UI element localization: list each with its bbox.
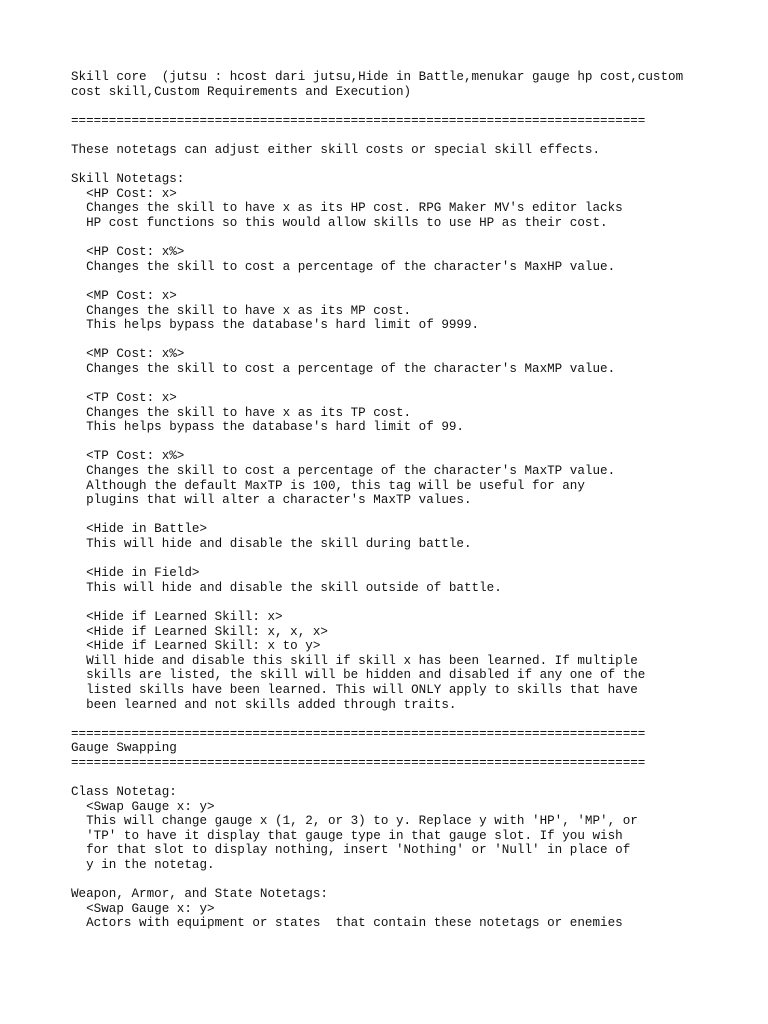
text-line: <TP Cost: x%> — [71, 449, 185, 464]
text-line: <Hide if Learned Skill: x> — [71, 609, 283, 624]
text-line: <Swap Gauge x: y> — [71, 901, 215, 916]
text-line: Changes the skill to cost a percentage of the character's MaxHP value. — [71, 259, 616, 274]
text-line: This will change gauge x (1, 2, or 3) to y. Replace y with 'HP', 'MP', or — [71, 814, 638, 829]
text-line: <Swap Gauge x: y> — [71, 799, 215, 814]
text-line: Changes the skill to cost a percentage of the character's MaxTP value. — [71, 464, 616, 479]
blank-line — [71, 873, 751, 888]
text-line: Weapon, Armor, and State Notetags: — [71, 887, 328, 902]
blank-line — [71, 99, 751, 114]
text-line: Changes the skill to have x as its HP cost. RPG Maker MV's editor lacks — [71, 201, 623, 216]
blank-line — [71, 333, 751, 348]
text-line: been learned and not skills added through traits. — [71, 697, 457, 712]
blank-line — [71, 128, 751, 143]
text-line: <Hide if Learned Skill: x, x, x> — [71, 624, 328, 639]
text-line: Actors with equipment or states that contain these notetags or enemies — [71, 916, 623, 931]
blank-line — [71, 274, 751, 289]
text-line: This helps bypass the database's hard limit of 99. — [71, 420, 464, 435]
text-line: Gauge Swapping — [71, 741, 177, 756]
text-line: <MP Cost: x> — [71, 288, 177, 303]
text-line: This will hide and disable the skill during battle. — [71, 537, 472, 551]
blank-line — [71, 376, 751, 391]
text-line: <HP Cost: x> — [71, 186, 177, 201]
blank-line — [71, 508, 751, 523]
text-line: Although the default MaxTP is 100, this tag will be useful for any — [71, 478, 585, 493]
text-line: <MP Cost: x%> — [71, 347, 185, 362]
blank-line — [71, 552, 751, 567]
text-line: y in the notetag. — [71, 858, 215, 873]
blank-line — [71, 158, 751, 173]
text-line: <Hide if Learned Skill: x to y> — [71, 639, 321, 654]
separator-line: ============================================================================ — [71, 113, 646, 128]
text-line: plugins that will alter a character's MaxTP values. — [71, 493, 472, 508]
text-line: Changes the skill to have x as its TP cost. — [71, 405, 412, 420]
text-line: cost skill,Custom Requirements and Execution) — [71, 84, 412, 99]
blank-line — [71, 435, 751, 450]
separator-line: ============================================================================ — [71, 755, 646, 770]
text-line: 'TP' to have it display that gauge type in that gauge slot. If you wish — [71, 828, 623, 843]
text-line: for that slot to display nothing, insert 'Nothing' or 'Null' in place of — [71, 843, 631, 858]
text-line: This will hide and disable the skill outside of battle. — [71, 580, 502, 595]
text-line: Class Notetag: — [71, 785, 177, 800]
text-line: <Hide in Field> — [71, 566, 200, 581]
text-line: Changes the skill to cost a percentage of the character's MaxMP value. — [71, 361, 616, 376]
text-line: <Hide in Battle> — [71, 522, 208, 537]
document-body — [71, 70, 751, 931]
text-line: skills are listed, the skill will be hidden and disabled if any one of the — [71, 668, 646, 683]
blank-line — [71, 771, 751, 786]
text-line: HP cost functions so this would allow skills to use HP as their cost. — [71, 215, 608, 230]
text-line: <HP Cost: x%> — [71, 245, 185, 260]
text-line: Changes the skill to have x as its MP cost. — [71, 303, 412, 318]
text-line: listed skills have been learned. This will ONLY apply to skills that have — [71, 682, 638, 697]
text-line: These notetags can adjust either skill costs or special skill effects. — [71, 142, 601, 157]
blank-line — [71, 595, 751, 610]
text-line: Skill core (jutsu : hcost dari jutsu,Hide in Battle,menukar gauge hp cost,custom — [71, 70, 684, 84]
blank-line — [71, 712, 751, 727]
text-line: Will hide and disable this skill if skill x has been learned. If multiple — [71, 653, 638, 668]
text-line: This helps bypass the database's hard limit of 9999. — [71, 318, 480, 333]
blank-line — [71, 231, 751, 246]
text-line: Skill Notetags: — [71, 172, 185, 187]
separator-line: ============================================================================ — [71, 726, 646, 741]
text-line: <TP Cost: x> — [71, 391, 177, 406]
